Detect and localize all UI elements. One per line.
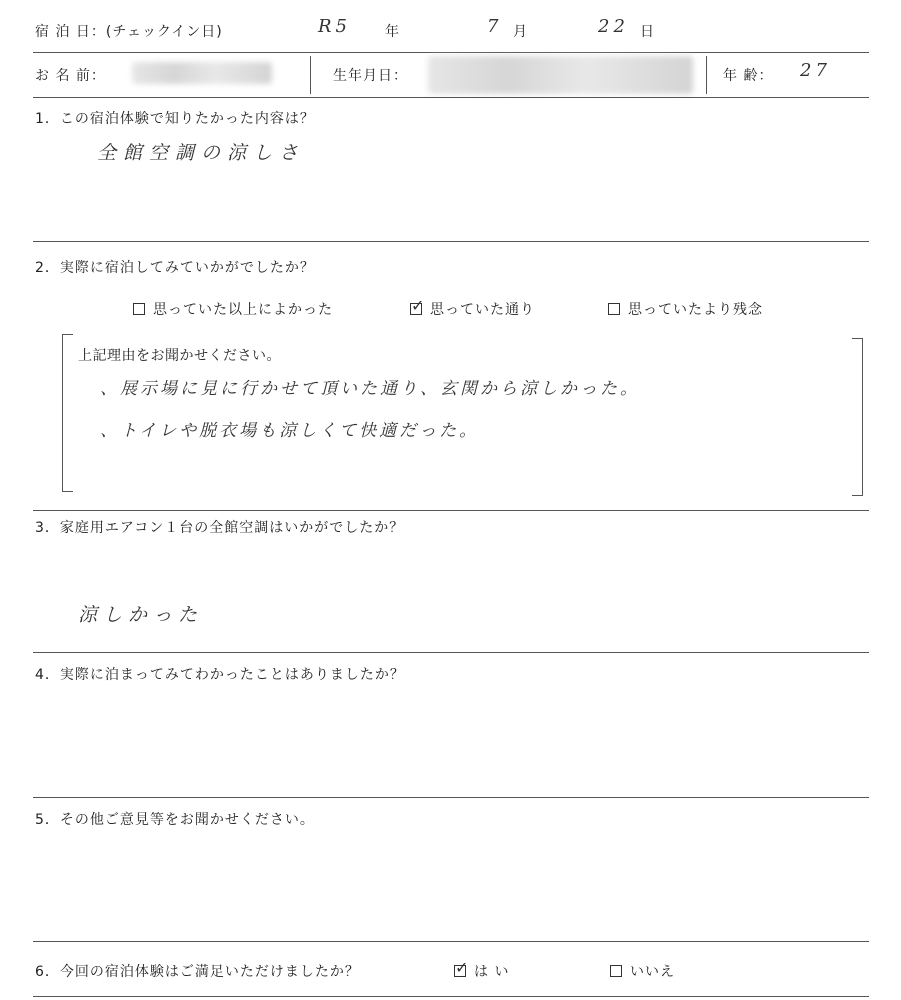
month-unit: 月 [513,24,528,40]
q2-divider [33,510,869,511]
bottom-divider [33,996,869,997]
age-label: 年 齢： [723,68,774,84]
q6-yes-label: は い [474,964,510,980]
q3-question: 3．家庭用エアコン１台の全館空調はいかがでしたか？ [35,520,405,536]
q6-no-option[interactable] [610,961,675,981]
year-value: R5 [318,16,352,37]
header-divider-1 [33,52,869,53]
q2-option-2-label: 思っていた通り [430,302,535,318]
redacted-name [132,62,272,84]
name-label: お 名 前： [35,68,106,84]
header-separator-2 [706,56,707,94]
q1-question: 1．この宿泊体験で知りたかった内容は？ [35,111,315,127]
q5-question: 5．その他ご意見等をお聞かせください。 [35,812,315,828]
q5-divider [33,941,869,942]
q2-reason-line-1: 、展示場に見に行かせて頂いた通り、玄関から涼しかった。 [100,379,640,399]
check-icon: ✓ [411,296,426,315]
q1-answer: 全館空調の涼しさ [97,142,306,164]
birth-date-label: 生年月日： [333,68,408,84]
year-unit: 年 [385,24,400,40]
reason-box-left-bracket [62,334,73,492]
month-value: 7 [487,16,503,37]
age-value: 27 [800,60,831,81]
header-separator-1 [310,56,311,94]
q2-option-3-checkbox[interactable] [608,303,620,315]
q2-reason-prompt: 上記理由をお聞かせください。 [78,348,281,364]
q2-option-1-label: 思っていた以上によかった [153,302,333,318]
q2-option-1[interactable] [133,299,333,319]
redacted-birth-date [428,56,693,94]
q2-option-2[interactable] [410,296,535,319]
q4-divider [33,797,869,798]
q4-question: 4．実際に泊まってみてわかったことはありましたか？ [35,667,405,683]
q2-option-3[interactable] [608,299,763,319]
q1-divider [33,241,869,242]
stay-date-label: 宿 泊 日：(チェックイン日) [35,24,223,40]
q2-reason-line-2: 、トイレや脱衣場も涼しくて快適だった。 [100,421,480,441]
day-value: 22 [598,16,629,37]
header-divider-2 [33,97,869,98]
q2-option-2-checkbox[interactable] [410,296,426,315]
q6-no-checkbox[interactable] [610,965,622,977]
q3-answer: 涼しかった [78,604,204,626]
q2-option-3-label: 思っていたより残念 [628,302,763,318]
day-unit: 日 [640,24,655,40]
q3-divider [33,652,869,653]
q2-question: 2．実際に宿泊してみていかがでしたか？ [35,260,315,276]
q6-no-label: いいえ [630,964,675,980]
q2-option-1-checkbox[interactable] [133,303,145,315]
q6-question: 6．今回の宿泊体験はご満足いただけましたか？ [35,964,360,980]
q6-yes-checkbox[interactable] [454,958,470,977]
q6-yes-option[interactable] [454,958,510,981]
reason-box-right-bracket [852,338,863,496]
check-icon: ✓ [455,958,470,977]
